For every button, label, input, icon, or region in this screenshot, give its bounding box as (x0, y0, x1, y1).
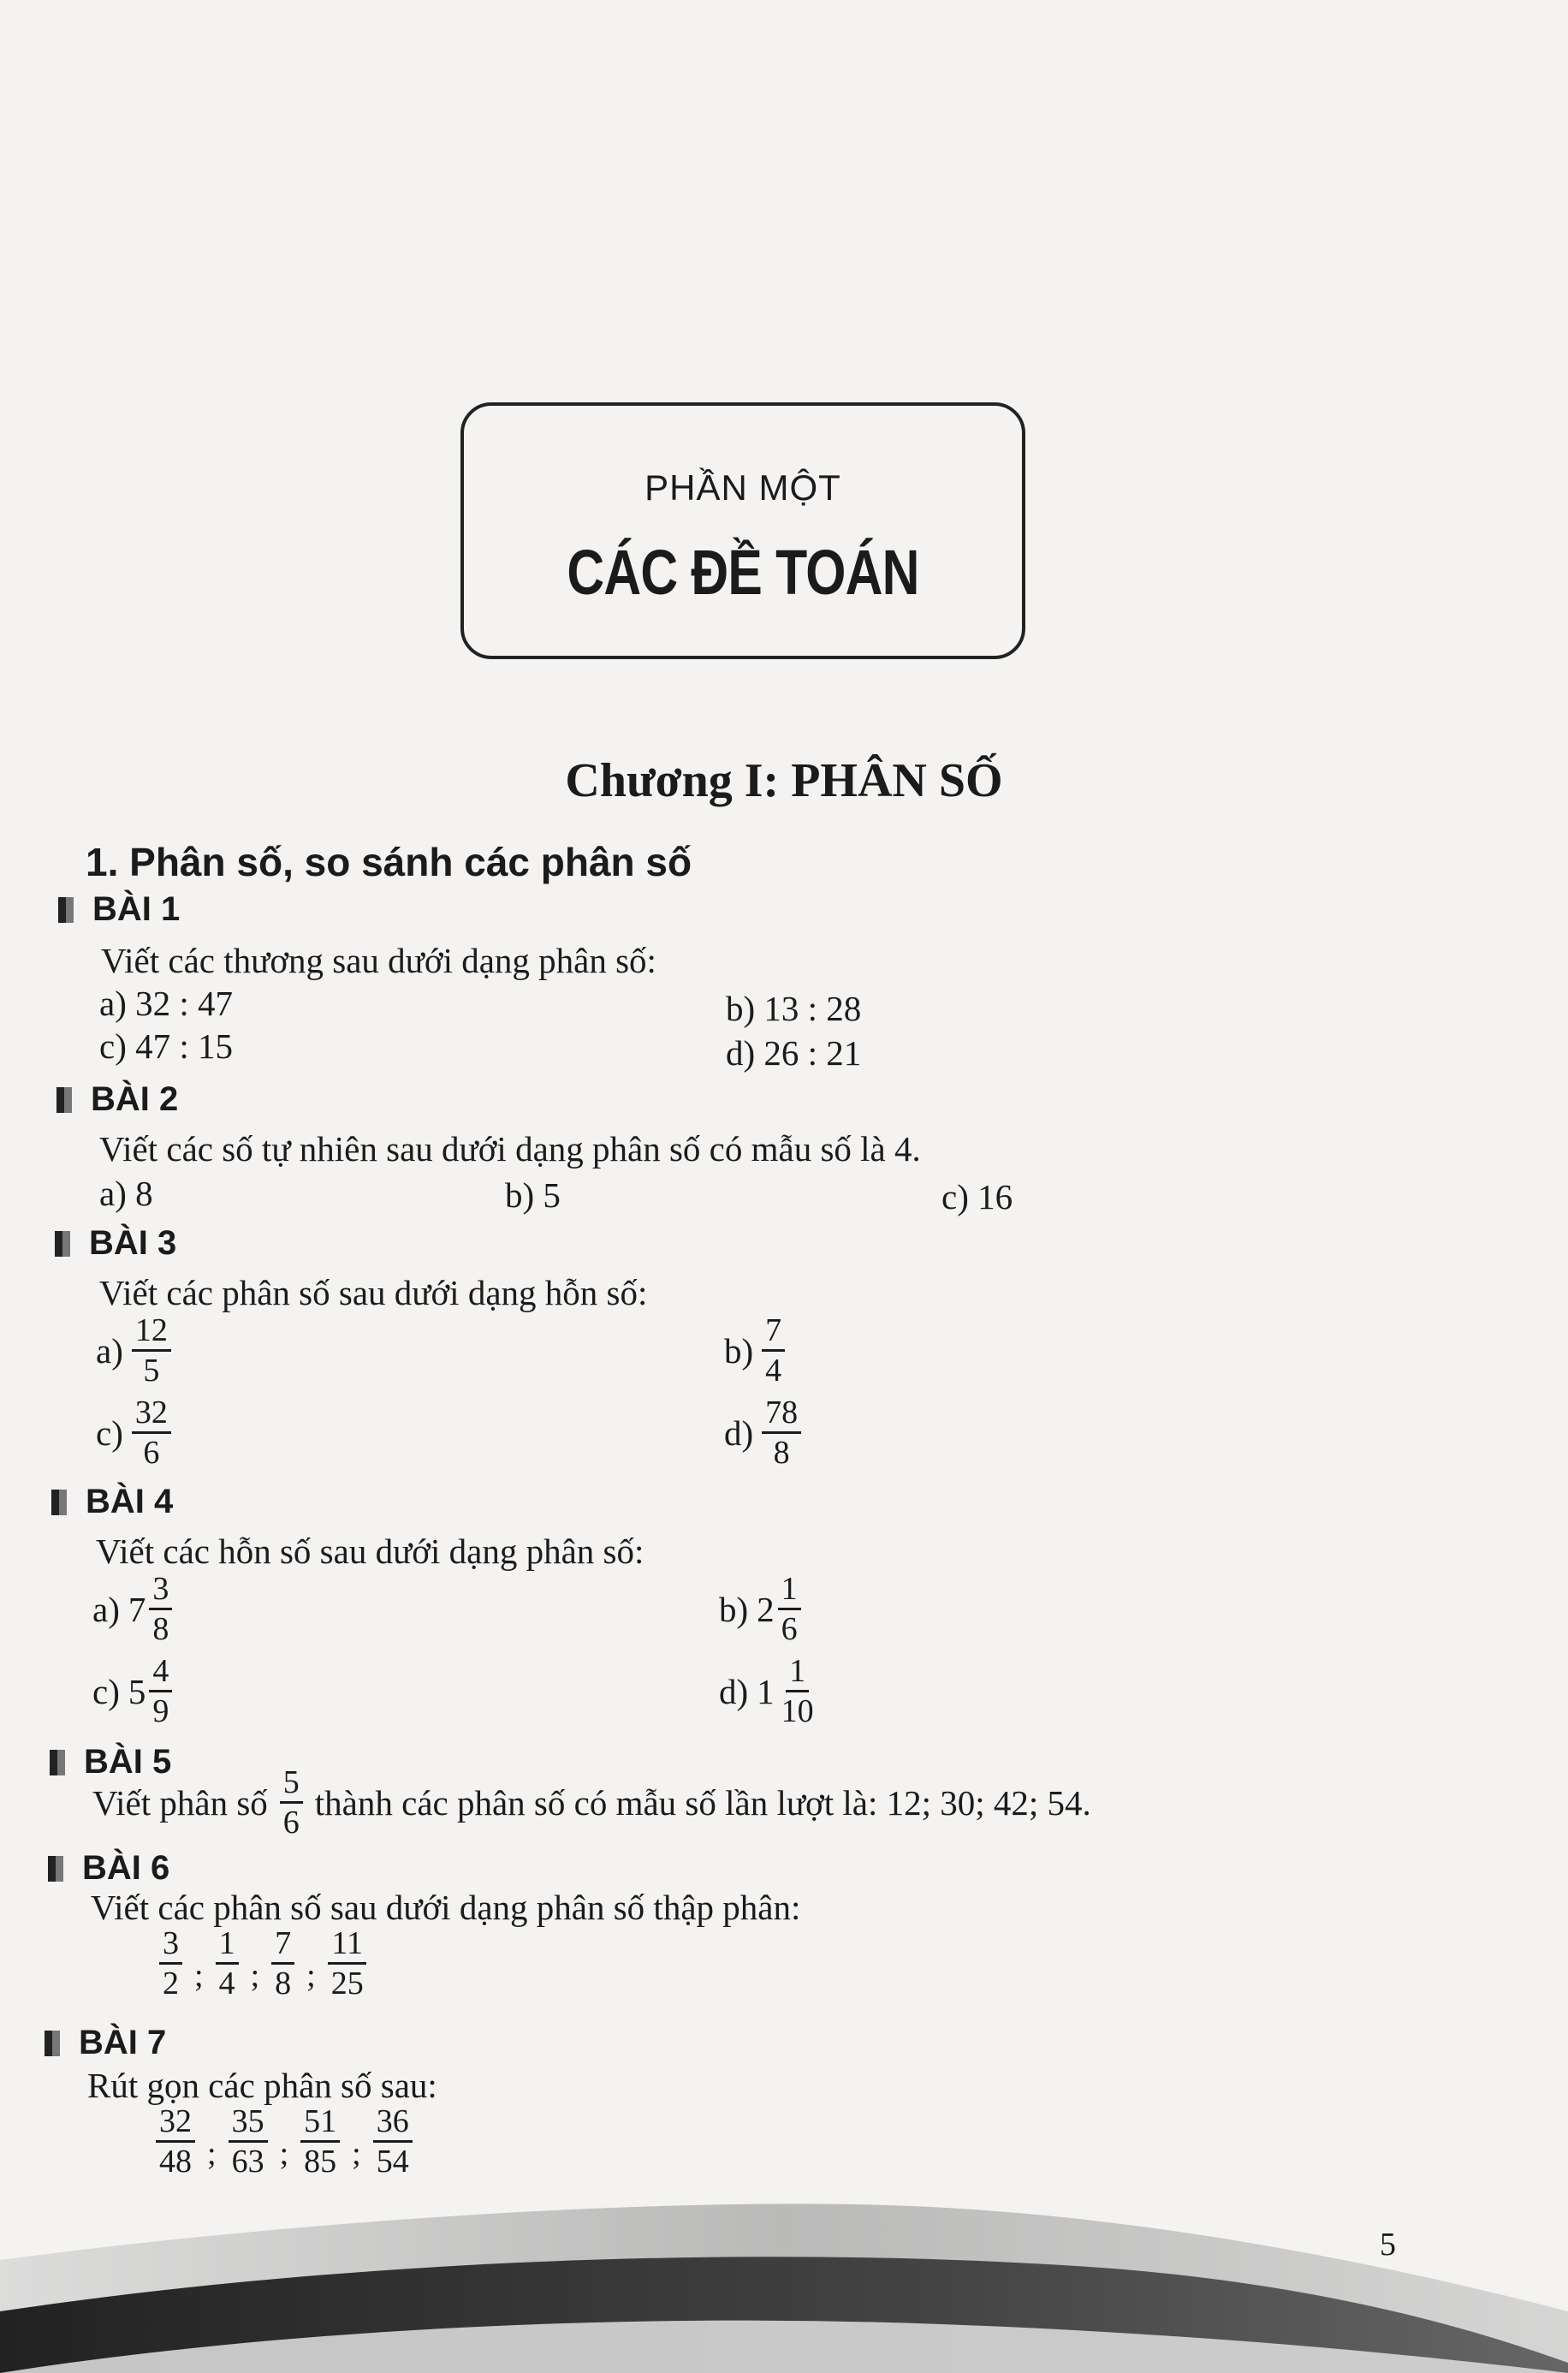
item-label: a) (92, 1589, 120, 1629)
bai7-prompt: Rút gọn các phân số sau: (87, 2066, 437, 2105)
denominator: 9 (152, 1693, 169, 1729)
denominator: 48 (159, 2144, 192, 2180)
bai1-item-b: b) 13 : 28 (726, 989, 862, 1028)
whole-part: 1 (757, 1671, 775, 1711)
bai2-item-c: c) 16 (941, 1177, 1013, 1216)
numerator: 32 (156, 2102, 195, 2143)
numerator: 1 (216, 1924, 239, 1965)
item-label: b) (724, 1330, 754, 1371)
part-label: PHẦN MỘT (644, 467, 841, 508)
separator: ; (250, 1957, 260, 1994)
separator: ; (352, 2135, 361, 2172)
separator: ; (279, 2135, 289, 2172)
numerator: 1 (786, 1652, 809, 1692)
numerator: 35 (229, 2102, 268, 2143)
denominator: 2 (163, 1966, 179, 2001)
denominator: 8 (773, 1435, 790, 1471)
denominator: 5 (143, 1353, 160, 1389)
denominator: 6 (143, 1435, 160, 1471)
numerator: 11 (328, 1924, 366, 1965)
numerator: 7 (271, 1924, 294, 1965)
denominator: 85 (304, 2144, 337, 2180)
numerator: 7 (762, 1311, 785, 1352)
item-label: d) (719, 1671, 749, 1711)
bai1-item-c: c) 47 : 15 (99, 1026, 233, 1066)
numerator: 32 (132, 1394, 171, 1434)
numerator: 3 (159, 1924, 182, 1965)
bai2-prompt: Viết các số tự nhiên sau dưới dạng phân số có mẫu số là 4. (99, 1129, 921, 1169)
prompt-text: thành các phân số có mẫu số lần lượt là: 12; 30; 42; 54. (314, 1782, 1091, 1823)
bai1-item-a: a) 32 : 47 (99, 984, 233, 1023)
bai4-prompt: Viết các hỗn số sau dưới dạng phân số: (96, 1531, 644, 1571)
denominator: 4 (765, 1353, 782, 1389)
separator: ; (194, 1957, 204, 1994)
numerator: 1 (778, 1570, 801, 1610)
bai1-item-d: d) 26 : 21 (726, 1033, 862, 1073)
separator: ; (306, 1957, 316, 1994)
item-label: d) (724, 1412, 754, 1453)
bai1-label: BÀI 1 (92, 890, 181, 928)
bai2-item-a: a) 8 (99, 1174, 153, 1213)
page-number: 5 (1380, 2227, 1396, 2263)
item-label: a) (96, 1330, 123, 1371)
item-label: c) (92, 1671, 120, 1711)
prompt-text: Viết phân số (92, 1782, 268, 1823)
denominator: 8 (152, 1611, 169, 1647)
chapter-title: Chương I: PHÂN SỐ (565, 754, 1003, 807)
bai3-label: BÀI 3 (89, 1224, 177, 1262)
bai2-label: BÀI 2 (91, 1080, 179, 1118)
whole-part: 2 (757, 1589, 775, 1629)
numerator: 4 (149, 1652, 172, 1692)
denominator: 6 (781, 1611, 798, 1647)
denominator: 25 (330, 1966, 364, 2001)
denominator: 54 (376, 2144, 409, 2180)
denominator: 63 (231, 2144, 264, 2180)
part-title: CÁC ĐỀ TOÁN (567, 537, 919, 608)
denominator: 10 (781, 1693, 814, 1729)
bai6-prompt: Viết các phân số sau dưới dạng phân số thập phân: (91, 1888, 801, 1927)
bai6-label: BÀI 6 (82, 1849, 170, 1887)
numerator: 3 (149, 1570, 172, 1610)
whole-part: 5 (128, 1671, 146, 1711)
numerator: 12 (132, 1311, 171, 1352)
numerator: 78 (762, 1394, 801, 1434)
separator: ; (207, 2135, 217, 2172)
section-title: 1. Phân số, so sánh các phân số (86, 840, 692, 884)
bai4-label: BÀI 4 (86, 1483, 174, 1520)
bai1-prompt: Viết các thương sau dưới dạng phân số: (101, 941, 656, 980)
numerator: 51 (300, 2102, 340, 2143)
denominator: 6 (282, 1805, 300, 1841)
item-label: b) (719, 1589, 749, 1629)
numerator: 36 (373, 2102, 413, 2143)
item-label: c) (96, 1412, 123, 1453)
denominator: 8 (275, 1966, 292, 2001)
bai3-prompt: Viết các phân số sau dưới dạng hỗn số: (99, 1273, 648, 1312)
bai7-label: BÀI 7 (79, 2024, 167, 2061)
numerator: 5 (280, 1763, 303, 1804)
denominator: 4 (218, 1966, 235, 2001)
whole-part: 7 (128, 1589, 146, 1629)
bai5-label: BÀI 5 (84, 1743, 172, 1781)
bai2-item-b: b) 5 (505, 1175, 561, 1215)
